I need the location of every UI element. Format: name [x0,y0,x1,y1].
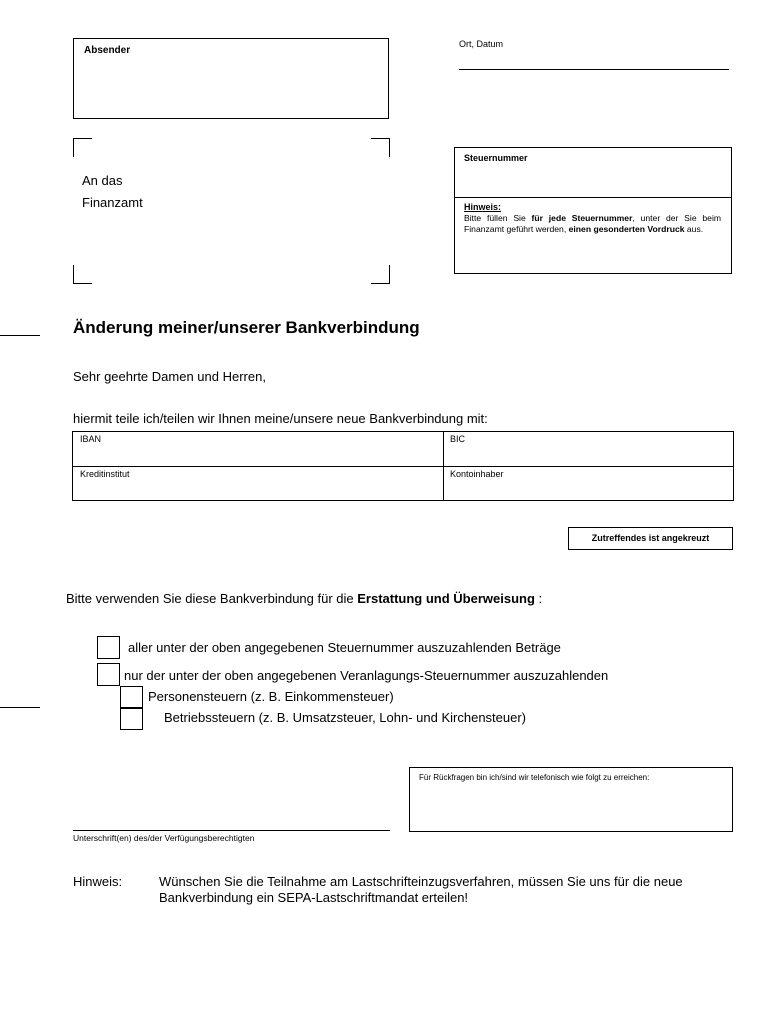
salutation: Sehr geehrte Damen und Herren, [73,369,266,384]
usage-text: Bitte verwenden Sie diese Bankverbindung für die Erstattung und Überweisung : [66,591,543,606]
page-title: Änderung meiner/unserer Bankverbindung [73,318,420,337]
place-date-label: Ort, Datum [459,39,504,49]
address-line-2: Finanzamt [82,195,143,210]
option-only-label: nur der unter der oben angegebenen Veranlagungs-Steuernummer auszuzahlenden [124,668,609,683]
bic-field[interactable] [444,432,734,466]
signature-line[interactable] [73,830,390,831]
checkbox-business[interactable] [120,708,143,730]
checkbox-only[interactable] [97,663,120,686]
place-date-line[interactable] [459,69,729,70]
tax-note-title: Hinweis: [464,202,502,212]
tax-number-box[interactable] [454,147,732,274]
holder-field[interactable] [444,467,734,501]
iban-label: IBAN [80,434,102,444]
address-corner-tl [73,138,92,157]
sender-label: Absender [84,45,131,56]
fold-mark-top [0,335,40,336]
sender-box[interactable] [73,38,389,119]
checkbox-all[interactable] [97,636,120,659]
holder-label: Kontoinhaber [450,469,504,479]
checked-note-box [568,527,733,550]
checked-note: Zutreffendes ist angekreuzt [591,533,710,543]
option-business-label: Betriebssteuern (z. B. Umsatzsteuer, Lohn- und Kirchensteuer) [164,710,527,725]
hint-label: Hinweis: [73,874,123,889]
checkbox-personal[interactable] [120,686,143,708]
option-personal-label: Personensteuern (z. B. Einkommensteuer) [148,689,394,704]
institute-field[interactable] [73,467,443,501]
fold-mark-middle [0,707,40,708]
phone-box[interactable] [409,767,733,832]
tax-note-text: Bitte füllen Sie für jede Steuernummer, unter der Sie beim Finanzamt geführt werden, einen gesonderten Vordruck aus. [464,213,722,234]
option-all-label: aller unter der oben angegebenen Steuernummer auszuzahlenden Beträge [128,640,561,655]
hint-text: Wünschen Sie die Teilnahme am Lastschrifteinzugsverfahren, müssen Sie uns für die neue Bankverbindung ein SEPA-Lastschriftmandat erteilen! [159,874,683,905]
address-corner-tr [371,138,390,157]
phone-box-label: Für Rückfragen bin ich/sind wir telefonisch wie folgt zu erreichen: [419,773,650,782]
intro-text: hiermit teile ich/teilen wir Ihnen meine/unsere neue Bankverbindung mit: [73,411,488,426]
address-line-1: An das [82,173,123,188]
signature-label: Unterschrift(en) des/der Verfügungsberechtigten [73,833,255,843]
tax-number-divider [455,197,731,198]
tax-number-label: Steuernummer [464,153,528,163]
address-corner-bl [73,265,92,284]
institute-label: Kreditinstitut [80,469,130,479]
iban-field[interactable] [73,432,443,466]
bank-table [72,431,734,501]
bic-label: BIC [450,434,466,444]
address-corner-br [371,265,390,284]
